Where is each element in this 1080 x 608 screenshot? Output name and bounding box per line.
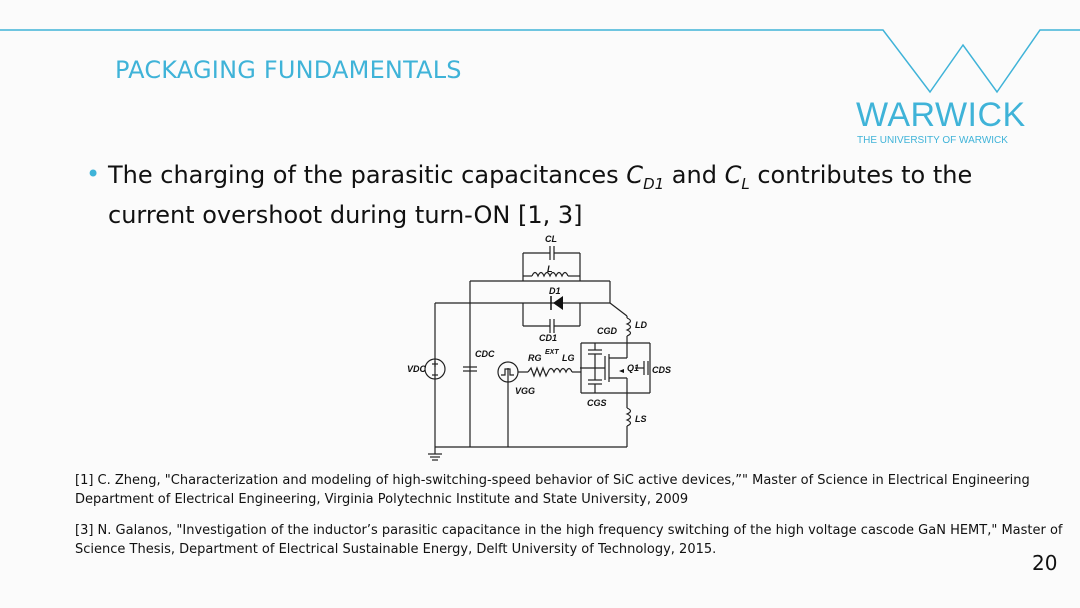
warwick-logo: WARWICK	[856, 96, 1026, 134]
warwick-logo-subtitle: THE UNIVERSITY OF WARWICK	[857, 135, 1008, 146]
label-ld: LD	[635, 320, 647, 330]
bullet-text-part2: and	[664, 161, 725, 189]
label-d1: D1	[549, 286, 561, 296]
reference-3: [3] N. Galanos, "Investigation of the inductor’s parasitic capacitance in the high frequency switching of the high voltage cascode GaN HEMT," Master of Science Thesis, Department of Electrical Sustainable Energy, Delft University of Technology, 2015.	[75, 523, 1063, 557]
cd1-symbol: $C_{D1}$	[626, 161, 665, 193]
bullet-text	[108, 160, 1008, 231]
bullet-text-part3: contributes to the current overshoot during turn-ON [1, 3]	[108, 161, 973, 229]
label-cgd: CGD	[597, 326, 617, 336]
label-lg: LG	[562, 353, 575, 363]
label-ext: EXT	[545, 349, 559, 356]
label-cl: CL	[545, 234, 557, 244]
label-vdc: VDC	[407, 364, 427, 374]
bullet-dot-icon: •	[86, 160, 101, 188]
cl-symbol: $C_L$	[724, 161, 750, 193]
label-cd1: CD1	[539, 333, 558, 343]
circuit-diagram	[395, 228, 695, 468]
page-number: 20	[1032, 551, 1058, 575]
slide-title: PACKAGING FUNDAMENTALS	[115, 56, 462, 84]
label-rg: RG	[528, 353, 542, 363]
label-l: L	[547, 264, 553, 274]
label-ls: LS	[635, 414, 647, 424]
label-q1: Q1	[627, 363, 640, 373]
bullet-text-part1: The charging of the parasitic capacitances	[108, 161, 627, 189]
reference-1: [1] C. Zheng, "Characterization and modeling of high-switching-speed behavior of SiC active devices,”" Master of Science in Electrical Engineering Department of Electrical Engineering, Virginia Polytechnic Institute and State University, 2009	[75, 473, 1030, 507]
label-vgg: VGG	[515, 386, 536, 396]
label-cgs: CGS	[587, 398, 607, 408]
label-cdc: CDC	[475, 349, 495, 359]
label-cds: CDS	[652, 365, 672, 375]
